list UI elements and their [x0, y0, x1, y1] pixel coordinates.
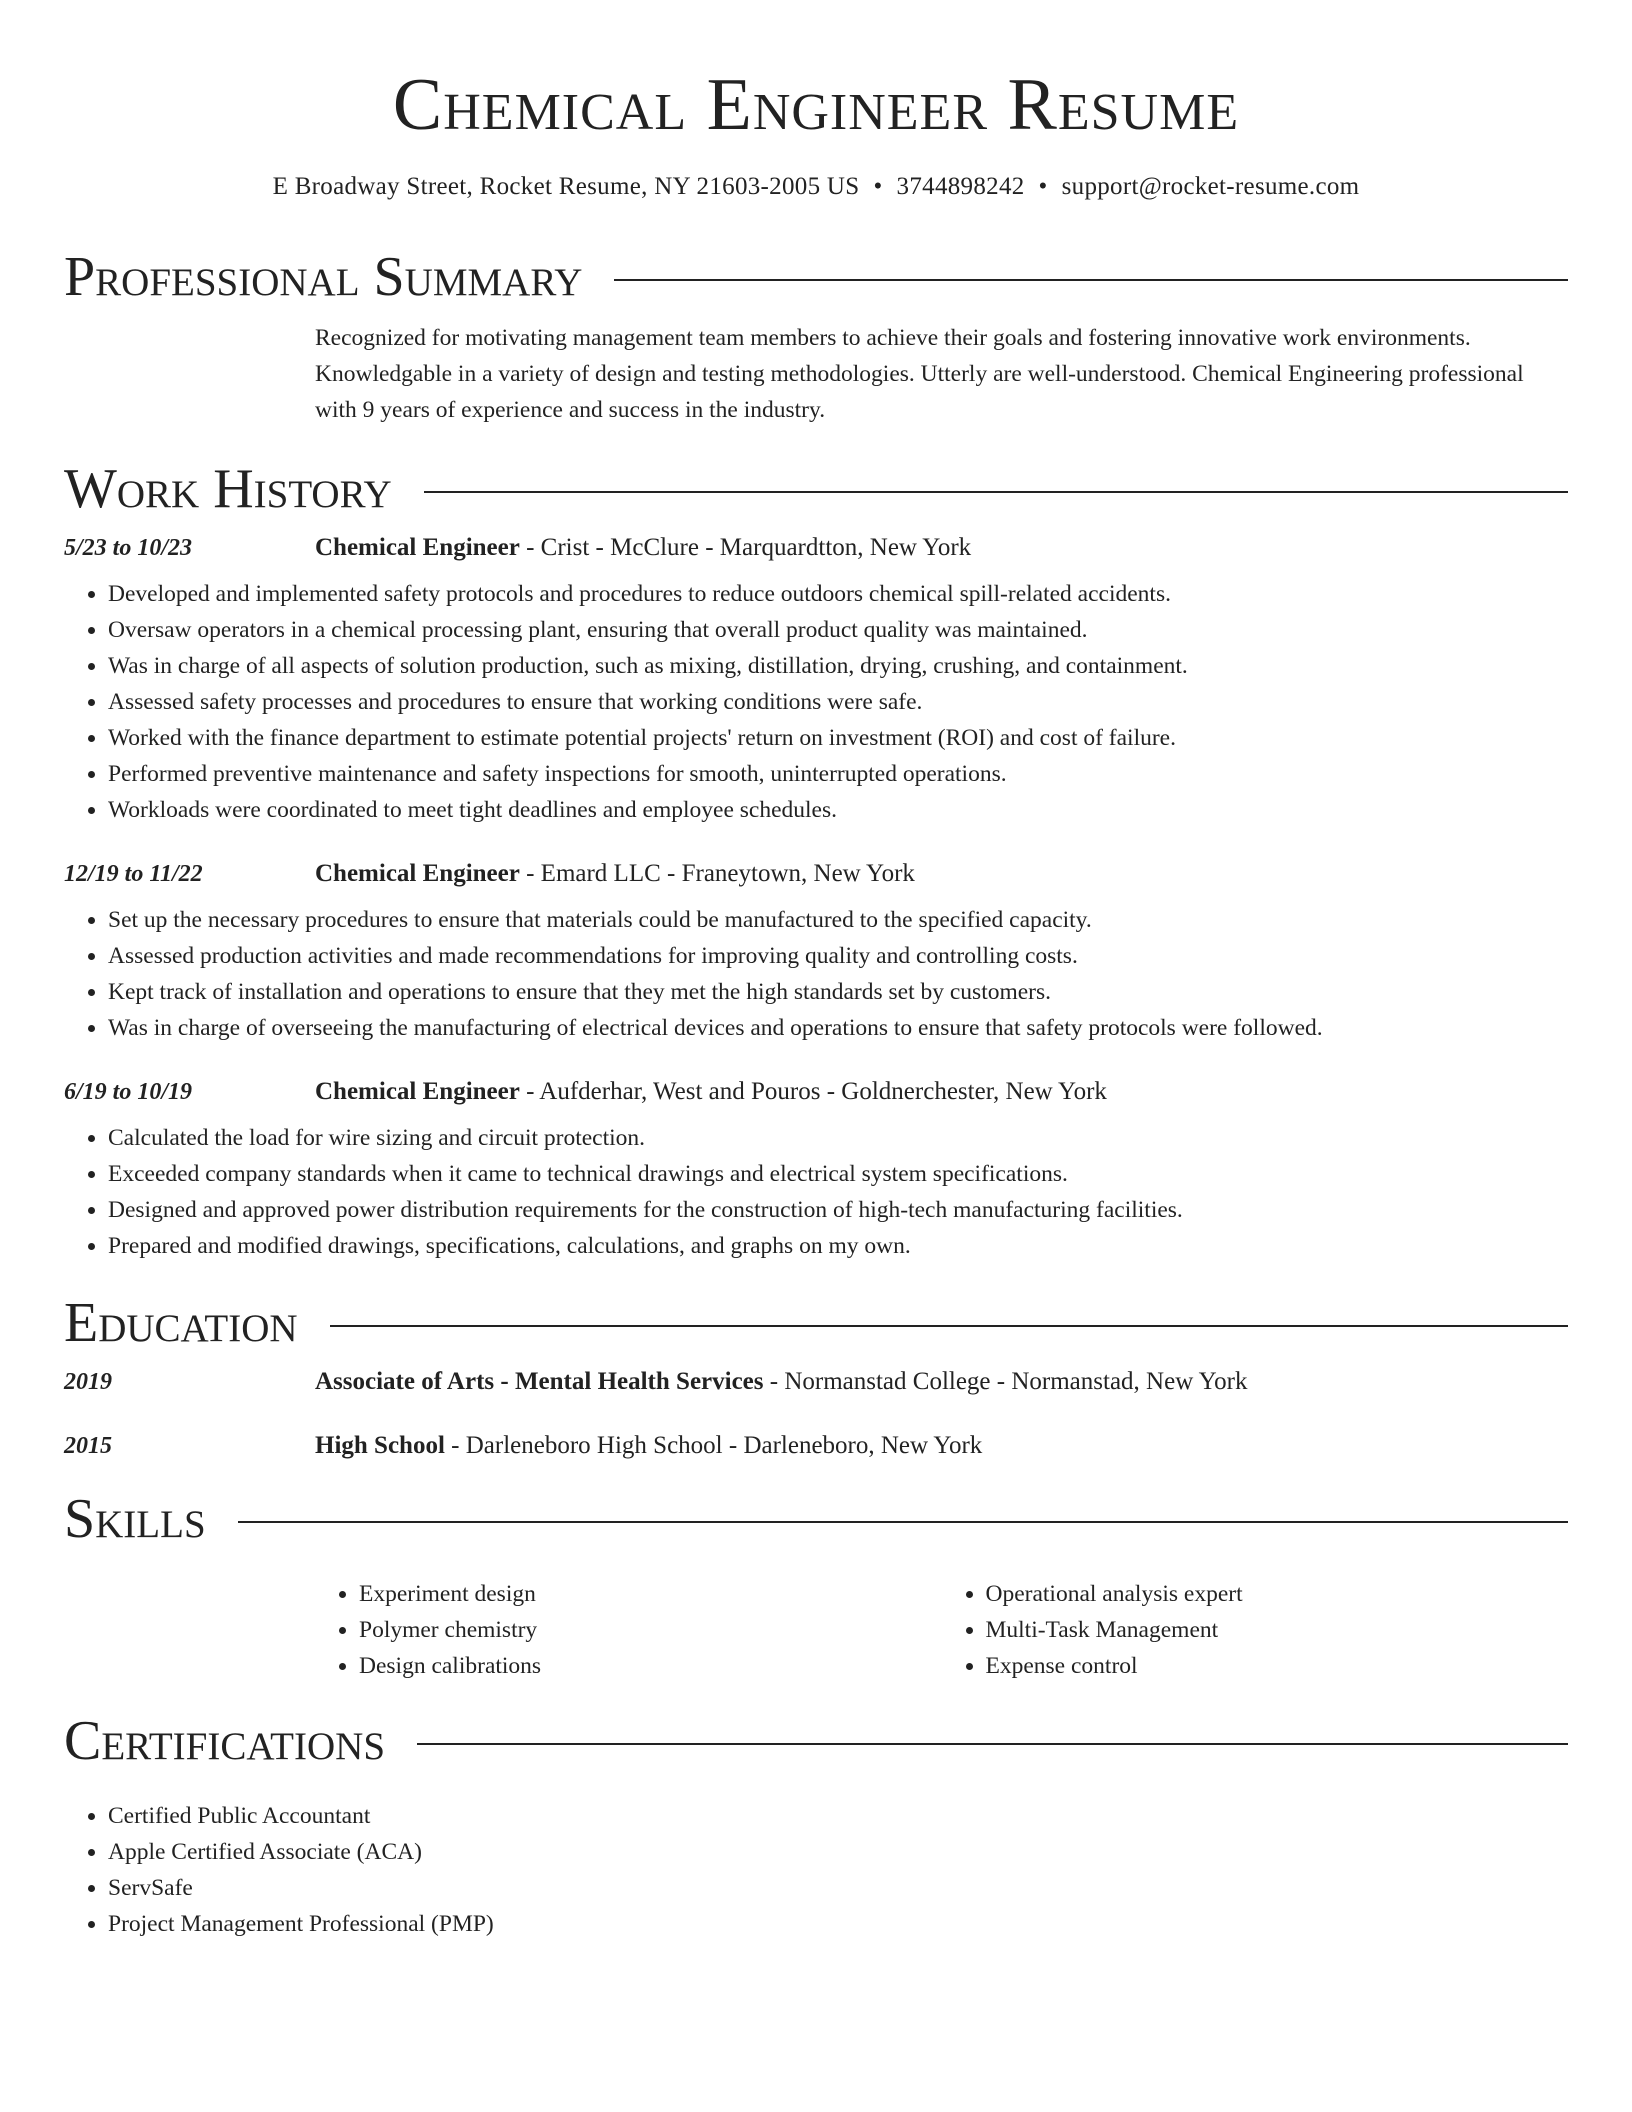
job-headline — [315, 534, 971, 562]
certifications-section-header — [64, 1706, 1568, 1776]
skill-item: • Multi-Task Management — [986, 1612, 1569, 1648]
job-details: - Emard LLC - Franeytown, New York — [519, 860, 915, 887]
list-item: • Performed preventive maintenance and safety inspections for smooth, uninterrupted operations. — [108, 756, 1568, 792]
summary-section-header — [64, 242, 1568, 312]
contact-address: E Broadway Street, Rocket Resume, NY 21603-2005 US — [272, 173, 860, 200]
education-entry — [64, 1368, 1568, 1396]
list-item: • Exceeded company standards when it came to technical drawings and electrical system specifications. — [108, 1156, 1568, 1192]
resume-page — [64, 0, 1568, 1942]
job-headline — [315, 1078, 1107, 1106]
job-dates: 6/19 to 10/19 — [64, 1079, 193, 1105]
section-divider — [417, 1743, 1568, 1745]
job-bullets — [64, 576, 1568, 828]
job-header — [64, 1078, 1568, 1106]
skills-list — [315, 1576, 1568, 1684]
section-divider — [330, 1325, 1568, 1327]
resume-title: Chemical Engineer Resume — [392, 64, 1240, 146]
education-headline — [315, 1432, 982, 1460]
list-item: • Assessed safety processes and procedures to ensure that working conditions were safe. — [108, 684, 1568, 720]
job-bullets — [64, 1120, 1568, 1264]
list-item: • Kept track of installation and operations to ensure that they met the high standards set by customers. — [108, 974, 1568, 1010]
job-headline — [315, 860, 915, 888]
summary-text: Recognized for motivating management team members to achieve their goals and fostering innovative work environments. Knowledgable in a variety of design and testing methodologies. Utterly are well-understood. Chemical Engineering professional with 9 years of experience and success in the industry. — [315, 325, 1524, 423]
education-year: 2015 — [64, 1433, 112, 1459]
work-history-section-header — [64, 454, 1568, 524]
list-item: • Oversaw operators in a chemical processing plant, ensuring that overall product quality was maintained. — [108, 612, 1568, 648]
section-divider — [424, 491, 1568, 493]
education-heading: Education — [64, 1292, 298, 1354]
skills-column-right — [942, 1576, 1569, 1684]
certification-item: • Apple Certified Associate (ACA) — [108, 1834, 1568, 1870]
certifications-list — [64, 1798, 1568, 1942]
skill-item: • Polymer chemistry — [359, 1612, 942, 1648]
job-entry — [64, 534, 1568, 828]
certification-item: • Certified Public Accountant — [108, 1798, 1568, 1834]
education-headline — [315, 1368, 1247, 1396]
job-header — [64, 534, 1568, 562]
education-degree: High School — [315, 1432, 445, 1459]
job-dates: 12/19 to 11/22 — [64, 861, 203, 887]
summary-heading: Professional Summary — [64, 246, 583, 308]
list-item: • Was in charge of overseeing the manufacturing of electrical devices and operations to ensure that safety protocols were followed. — [108, 1010, 1568, 1046]
work-history-heading: Work History — [64, 458, 392, 520]
section-divider — [238, 1521, 1568, 1523]
job-bullets — [64, 902, 1568, 1046]
education-degree: Associate of Arts - Mental Health Services — [315, 1368, 764, 1395]
skills-heading: Skills — [64, 1488, 206, 1550]
contact-phone: 3744898242 — [896, 173, 1025, 200]
certifications-heading: Certifications — [64, 1710, 386, 1772]
contact-email: support@rocket-resume.com — [1061, 173, 1360, 200]
contact-separator: • — [1038, 173, 1048, 200]
skill-item: • Design calibrations — [359, 1648, 942, 1684]
job-entry — [64, 1078, 1568, 1264]
skill-item: • Operational analysis expert — [986, 1576, 1569, 1612]
education-year: 2019 — [64, 1369, 112, 1395]
job-details: - Crist - McClure - Marquardtton, New York — [519, 534, 972, 561]
list-item: • Assessed production activities and made recommendations for improving quality and controlling costs. — [108, 938, 1568, 974]
list-item: • Worked with the finance department to estimate potential projects' return on investment (ROI) and cost of failure. — [108, 720, 1568, 756]
skills-section-header — [64, 1484, 1568, 1554]
job-title: Chemical Engineer — [315, 860, 520, 887]
education-details: - Normanstad College - Normanstad, New York — [763, 1368, 1248, 1395]
list-item: • Designed and approved power distribution requirements for the construction of high-tech manufacturing facilities. — [108, 1192, 1568, 1228]
skill-item: • Expense control — [986, 1648, 1569, 1684]
list-item: • Developed and implemented safety protocols and procedures to reduce outdoors chemical spill-related accidents. — [108, 576, 1568, 612]
job-title: Chemical Engineer — [315, 534, 520, 561]
skills-column-left — [315, 1576, 942, 1684]
education-section-header — [64, 1288, 1568, 1358]
certification-item: • ServSafe — [108, 1870, 1568, 1906]
job-title: Chemical Engineer — [315, 1078, 520, 1105]
contact-separator: • — [873, 173, 883, 200]
list-item: • Set up the necessary procedures to ensure that materials could be manufactured to the specified capacity. — [108, 902, 1568, 938]
list-item: • Workloads were coordinated to meet tight deadlines and employee schedules. — [108, 792, 1568, 828]
job-header — [64, 860, 1568, 888]
education-details: - Darleneboro High School - Darleneboro, New York — [444, 1432, 983, 1459]
certification-item: • Project Management Professional (PMP) — [108, 1906, 1568, 1942]
list-item: • Was in charge of all aspects of solution production, such as mixing, distillation, drying, crushing, and containment. — [108, 648, 1568, 684]
job-dates: 5/23 to 10/23 — [64, 535, 193, 561]
job-entry — [64, 860, 1568, 1046]
job-details: - Aufderhar, West and Pouros - Goldnerchester, New York — [519, 1078, 1107, 1105]
list-item: • Prepared and modified drawings, specifications, calculations, and graphs on my own. — [108, 1228, 1568, 1264]
contact-line — [64, 170, 1568, 204]
summary-body — [315, 320, 1568, 428]
list-item: • Calculated the load for wire sizing and circuit protection. — [108, 1120, 1568, 1156]
skill-item: • Experiment design — [359, 1576, 942, 1612]
education-entry — [64, 1432, 1568, 1460]
section-divider — [614, 279, 1568, 281]
